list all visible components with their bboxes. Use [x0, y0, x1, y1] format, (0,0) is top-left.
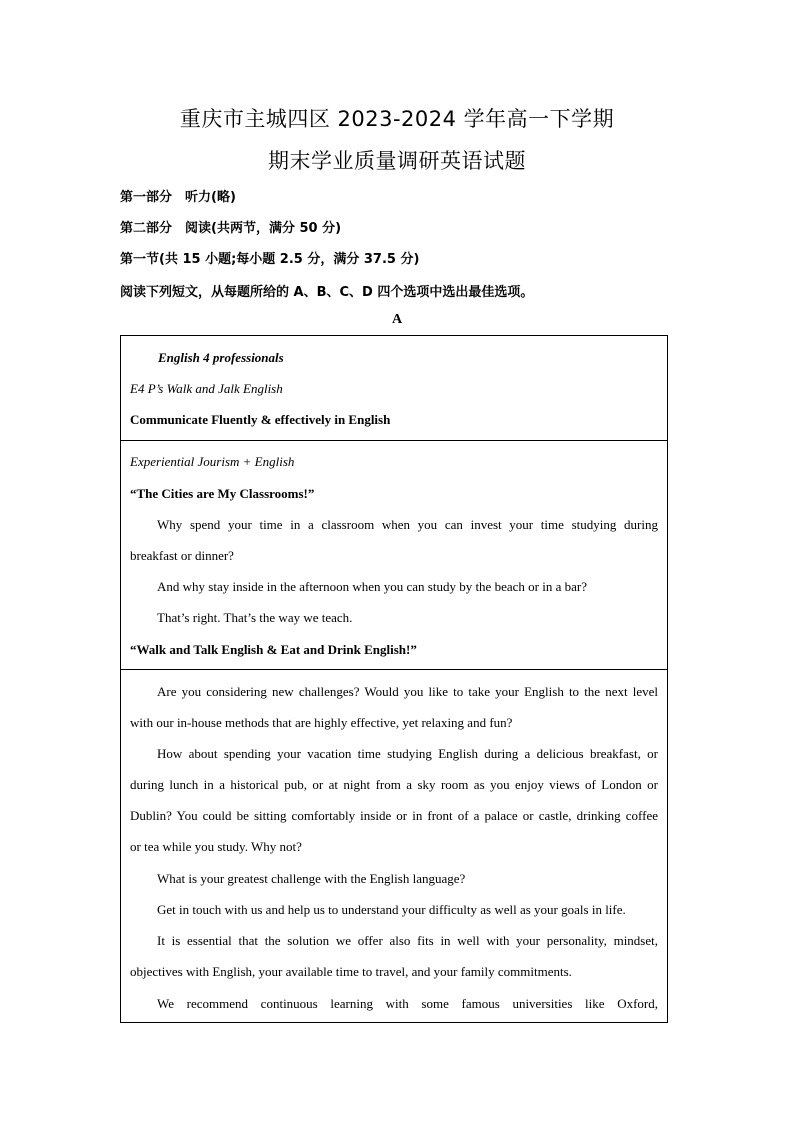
part1-heading: 第一部分 听力(略) [120, 190, 236, 205]
block2-heading2: “Walk and Talk English & Eat and Drink English!” [130, 642, 417, 657]
block3-line5: Dublin? You could be sitting comfortably inside or in front of a palace or castle, drinking coffee [130, 808, 658, 823]
slogan-text: Communicate Fluently & effectively in English [130, 412, 391, 427]
subbrand-text: E4 P’s Walk and Jalk English [130, 381, 283, 396]
passage-box [120, 335, 668, 1023]
exam-title-line1: 重庆市主城四区 2023-2024 学年高一下学期 [179, 107, 615, 131]
block2-para1-line1: Why spend your time in a classroom when you can invest your time studying during [157, 517, 658, 532]
block3-line2: with our in-house methods that are highly effective, yet relaxing and fun? [130, 715, 513, 730]
block3-line11: We recommend continuous learning with some famous universities like Oxford, [157, 996, 658, 1011]
block2-para2: And why stay inside in the afternoon when you can study by the beach or in a bar? [157, 579, 587, 594]
block2-heading: “The Cities are My Classrooms!” [130, 486, 315, 501]
reading-instruction: 阅读下列短文，从每题所给的 A、B、C、D 四个选项中选出最佳选项。 [120, 285, 534, 300]
divider-1 [121, 440, 667, 441]
tag-text: Experiential Jourism + English [130, 454, 295, 469]
block3-line4: during lunch in a historical pub, or at night from a sky room as you enjoy views of London or [130, 777, 658, 792]
section1-heading: 第一节(共 15 小题;每小题 2.5 分，满分 37.5 分) [120, 252, 420, 267]
passage-label: A [391, 312, 403, 327]
block2-para1-line2: breakfast or dinner? [130, 548, 234, 563]
part2-heading: 第二部分 阅读(共两节，满分 50 分) [120, 221, 342, 236]
divider-2 [121, 669, 667, 670]
block3-line8: Get in touch with us and help us to understand your difficulty as well as your goals in life. [157, 902, 626, 917]
block3-line7: What is your greatest challenge with the English language? [157, 871, 466, 886]
block3-line1: Are you considering new challenges? Would you like to take your English to the next level [157, 684, 658, 699]
block3-line9: It is essential that the solution we offer also fits in well with your personality, mindset, [157, 933, 658, 948]
exam-title-line2: 期末学业质量调研英语试题 [268, 149, 526, 173]
brand-text: English 4 professionals [158, 350, 284, 365]
block3-line6: or tea while you study. Why not? [130, 839, 302, 854]
block3-line3: How about spending your vacation time studying English during a delicious breakfast, or [157, 746, 658, 761]
block3-line10: objectives with English, your available time to travel, and your family commitments. [130, 964, 572, 979]
block2-para3: That’s right. That’s the way we teach. [157, 610, 353, 625]
